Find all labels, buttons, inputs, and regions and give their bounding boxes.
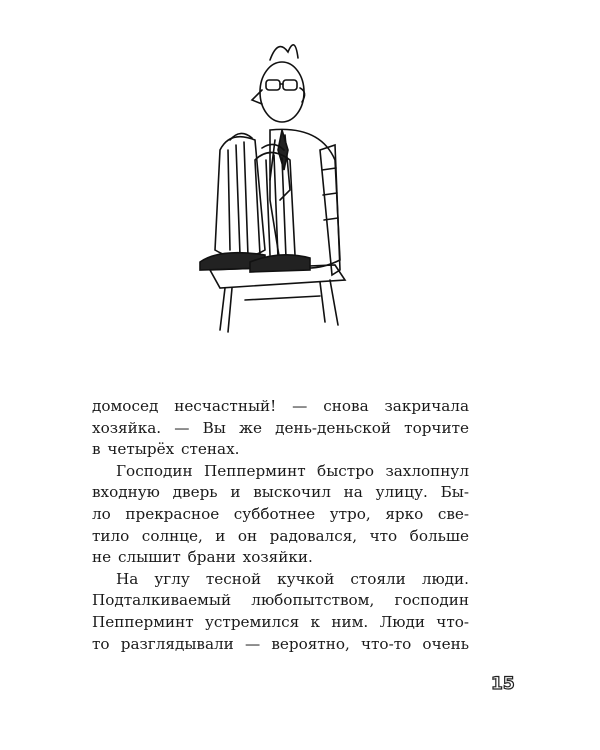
text-line: Пепперминт устремился к ним. Люди что- [92, 612, 469, 631]
text-line: Господин Пепперминт быстро захлопнул [116, 461, 469, 480]
page-number: 15 [491, 674, 515, 694]
text-line: ло прекрасное субботнее утро, ярко све- [92, 504, 469, 523]
text-line: не слышит брани хозяйки. [92, 548, 313, 567]
text-line: домосед несчастный! — снова закричала [92, 397, 469, 415]
text-line: На углу тесной кучкой стояли люди. [116, 569, 469, 588]
text-line: тило солнце, и он радовался, что больше [92, 526, 469, 545]
text-line: входную дверь и выскочил на улицу. Бы- [92, 483, 469, 502]
illustration-man-on-chair [170, 0, 390, 340]
text-line: в четырёх стенах. [92, 440, 240, 459]
text-line: Подталкиваемый любопытством, господин [92, 591, 469, 610]
text-line: хозяйка. — Вы же день-деньской торчите [92, 418, 469, 437]
text-line: то разглядывали — вероятно, что-то очень [92, 634, 469, 653]
body-text [92, 396, 469, 655]
